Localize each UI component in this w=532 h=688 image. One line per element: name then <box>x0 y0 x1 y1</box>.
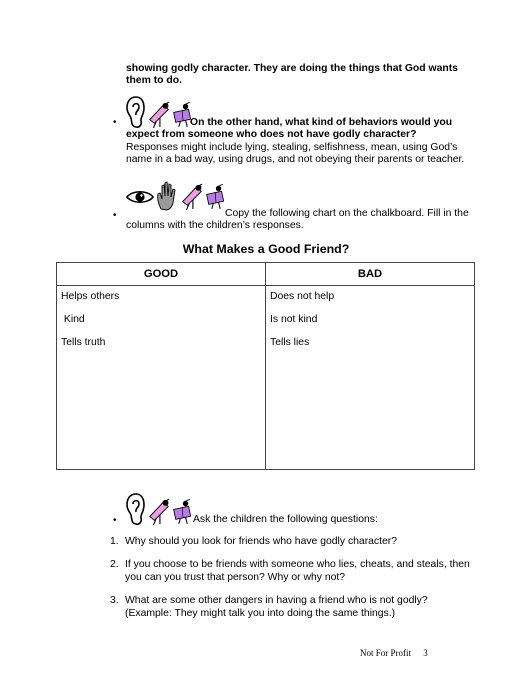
bad-item: Tells lies <box>270 337 310 348</box>
column-header-good: GOOD <box>57 263 266 286</box>
list-item <box>110 536 472 548</box>
gift-bird-icon <box>205 183 227 211</box>
question-list <box>110 536 472 630</box>
intro-continuation: showing godly character. They are doing the things that God wants them to do. <box>126 63 458 87</box>
friend-chart-table <box>56 262 475 470</box>
bullet: • <box>113 210 117 221</box>
question-number: 3. <box>110 595 119 607</box>
footer-text: Not For Profit <box>360 648 412 658</box>
good-item: Tells truth <box>61 337 106 348</box>
list-item <box>110 595 472 620</box>
question-text: What are some other dangers in having a friend who is not godly? (Example: They might talk you into doing the same things.) <box>125 595 428 619</box>
page-number: 3 <box>423 648 428 658</box>
page-footer <box>360 647 428 659</box>
good-item: Kind <box>61 314 85 325</box>
section-2-icons <box>126 181 227 211</box>
bad-item: Does not help <box>270 291 335 302</box>
bad-column-cell <box>266 286 475 470</box>
ear-icon <box>126 492 146 526</box>
speech-bird-icon <box>180 183 204 211</box>
speech-bird-icon <box>147 498 171 526</box>
section-3-instruction: Ask the children the following questions: <box>193 514 378 525</box>
list-item <box>110 559 472 584</box>
bullet: • <box>113 515 117 526</box>
bad-item: Is not kind <box>270 314 318 325</box>
question-text: If you choose to be friends with someone who lies, cheats, and steals, then you can you trust that person? Why or why not? <box>125 559 470 583</box>
table-header-row <box>57 263 475 286</box>
section-1-question: On the other hand, what kind of behaviors would you expect from someone who does not have godly character? <box>126 117 453 141</box>
good-column-cell <box>57 286 266 470</box>
question-number: 2. <box>110 559 119 571</box>
gift-bird-icon <box>172 498 194 526</box>
question-number: 1. <box>110 536 119 547</box>
good-item: Helps others <box>61 291 120 302</box>
column-header-bad: BAD <box>266 263 475 286</box>
chart-title: What Makes a Good Friend? <box>182 242 350 256</box>
section-3-icons <box>126 492 194 526</box>
table-row <box>57 286 475 470</box>
question-text: Why should you look for friends who have godly character? <box>125 536 398 547</box>
section-1-responses: Responses might include lying, stealing, selfishness, mean, using God’s name in a bad way, using drugs, and not obeying their parents or teacher. <box>126 141 465 166</box>
section-1-text <box>126 117 471 167</box>
section-2-instruction: Copy the following chart on the chalkboard. Fill in the columns with the children’s responses. <box>126 208 469 232</box>
bullet: • <box>113 117 117 128</box>
hand-icon <box>155 181 179 211</box>
eye-icon <box>126 189 154 205</box>
